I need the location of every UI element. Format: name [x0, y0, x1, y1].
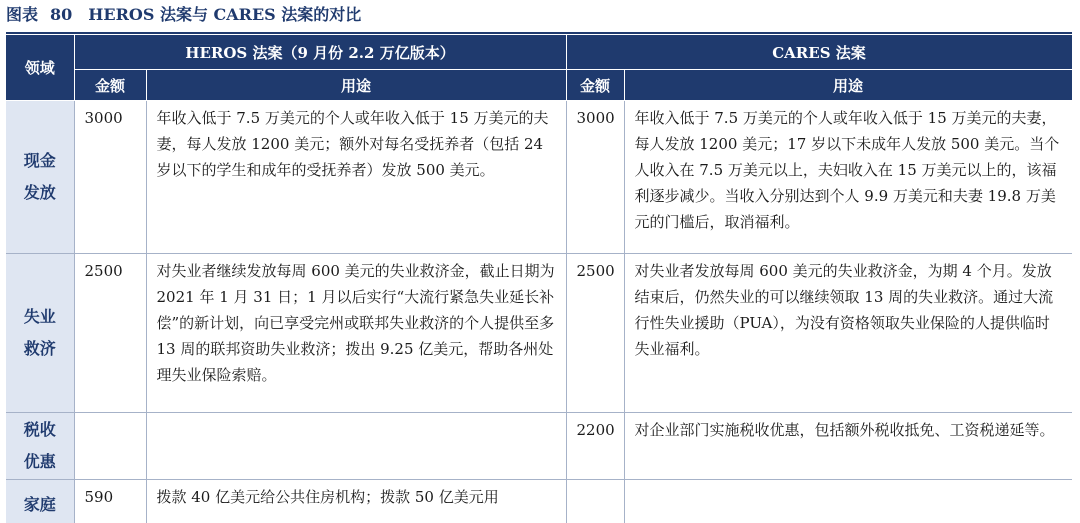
table-row: [6, 480, 1072, 523]
comparison-table-container: [6, 32, 1072, 523]
row-domain: [6, 413, 74, 480]
header-cares: CARES 法案: [566, 35, 1072, 70]
cares-amount-cell: 3000: [566, 101, 624, 254]
header-row-top: [6, 35, 1072, 70]
cares-amount-cell: 2500: [566, 254, 624, 413]
caption-title: HEROS 法案与 CARES 法案的对比: [88, 5, 361, 24]
table-row: [6, 254, 1072, 413]
row-domain: [6, 480, 74, 523]
cares-usage-cell: 对企业部门实施税收优惠，包括额外税收抵免、工资税递延等。: [624, 413, 1072, 480]
header-heros-usage: 用途: [146, 70, 566, 101]
row-domain: [6, 101, 74, 254]
heros-usage-cell: 对失业者继续发放每周 600 美元的失业救济金，截止日期为 2021 年 1 月 31 日；1 月以后实行“大流行紧急失业延长补偿”的新计划，向已享受完州或联邦失业救济的个人提供至多 13 周的联邦资助失业救济；拨出 9.25 亿美元，帮助各州处理失业保险索赔。: [146, 254, 566, 413]
header-heros-amount: 金额: [74, 70, 146, 101]
caption-number: 80: [50, 5, 72, 24]
cares-amount-cell: 2200: [566, 413, 624, 480]
heros-amount-cell: 3000: [74, 101, 146, 254]
header-row-sub: [6, 70, 1072, 101]
row-domain: [6, 254, 74, 413]
cares-usage-cell: 对失业者发放每周 600 美元的失业救济金，为期 4 个月。发放结束后，仍然失业的可以继续领取 13 周的失业救济。通过大流行性失业援助（PUA），为没有资格领取失业保险的人提供临时失业福利。: [624, 254, 1072, 413]
table-row: [6, 101, 1072, 254]
domain-line: 失业: [10, 301, 70, 333]
cares-usage-cell: 年收入低于 7.5 万美元的个人或年收入低于 15 万美元的夫妻，每人发放 1200 美元；17 岁以下未成年人发放 500 美元。当个人收入在 7.5 万美元以上，夫妇收入在 15 万美元以上的，该福利逐步减少。当收入分别达到个人 9.9 万美元和夫妻 19.8 万美元的门槛后，取消福利。: [624, 101, 1072, 254]
domain-line: 现金: [10, 145, 70, 177]
table-row: [6, 413, 1072, 480]
header-domain: 领域: [6, 35, 74, 101]
domain-line: 税收: [10, 414, 70, 446]
heros-usage-cell: 拨款 40 亿美元给公共住房机构；拨款 50 亿美元用: [146, 480, 566, 523]
header-cares-usage: 用途: [624, 70, 1072, 101]
cares-usage-cell: [624, 480, 1072, 523]
cares-amount-cell: [566, 480, 624, 523]
heros-amount-cell: 590: [74, 480, 146, 523]
caption-label: 图表: [6, 5, 38, 24]
heros-usage-cell: 年收入低于 7.5 万美元的个人或年收入低于 15 万美元的夫妻，每人发放 1200 美元；额外对每名受抚养者（包括 24 岁以下的学生和成年的受抚养者）发放 500 美元。: [146, 101, 566, 254]
heros-amount-cell: 2500: [74, 254, 146, 413]
comparison-table: [6, 34, 1072, 523]
domain-line: 家庭: [10, 489, 70, 521]
domain-line: 优惠: [10, 446, 70, 478]
header-cares-amount: 金额: [566, 70, 624, 101]
domain-line: 发放: [10, 177, 70, 209]
header-heros: HEROS 法案（9 月份 2.2 万亿版本）: [74, 35, 566, 70]
heros-usage-cell: [146, 413, 566, 480]
domain-line: 救济: [10, 333, 70, 365]
heros-amount-cell: [74, 413, 146, 480]
figure-caption: [6, 0, 361, 30]
